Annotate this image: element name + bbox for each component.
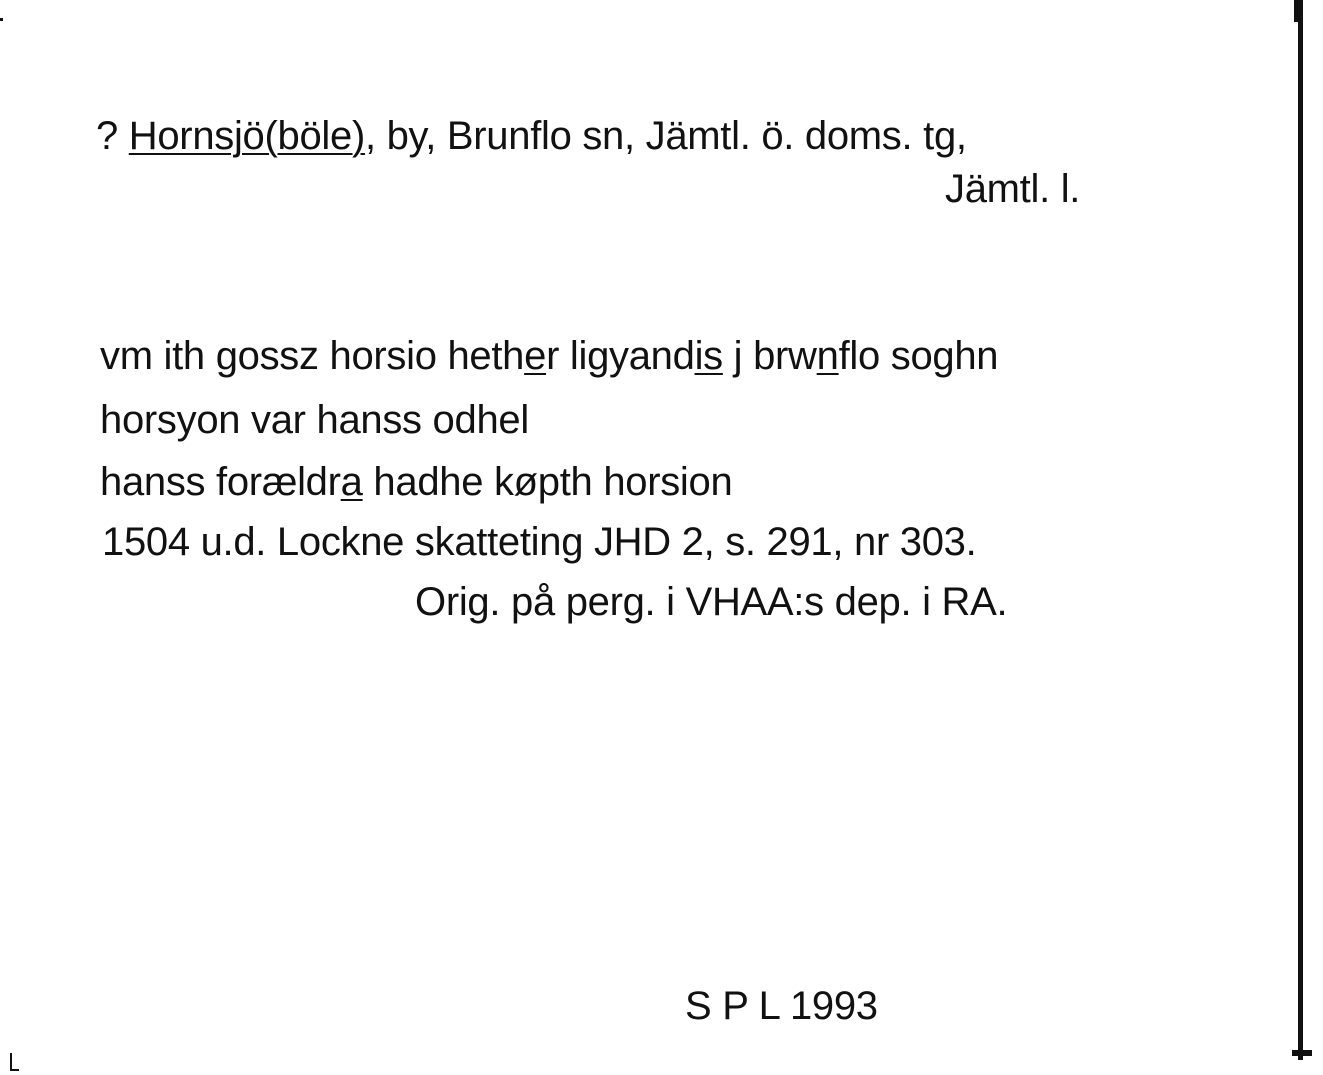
place-description: , by, Brunflo sn, Jämtl. ö. doms. tg, <box>364 114 967 158</box>
quote-line-2: horsyon var hanss odhel <box>100 398 529 442</box>
corner-crop-mark <box>10 1053 22 1073</box>
expanded-abbreviation: a <box>340 460 363 504</box>
card-edge <box>1298 0 1303 1060</box>
expanded-abbreviation: is <box>694 334 723 378</box>
quote-line-1: vm ith gossz horsio hether ligyandis j brwnflo soghn <box>100 334 999 378</box>
expanded-abbreviation: e <box>524 334 547 378</box>
scan-speck <box>0 18 3 21</box>
quote-line-3: hanss forældra hadhe køpth horsion <box>100 460 733 504</box>
uncertain-mark: ? <box>96 114 129 158</box>
expanded-abbreviation: n <box>816 334 839 378</box>
place-name: Hornsjö(böle) <box>128 114 365 158</box>
county-line: Jämtl. l. <box>945 167 1081 211</box>
original-location: Orig. på perg. i VHAA:s dep. i RA. <box>415 580 1008 624</box>
card-edge <box>1292 1050 1312 1056</box>
signature: S P L 1993 <box>685 984 878 1028</box>
source-citation: 1504 u.d. Lockne skatteting JHD 2, s. 291, nr 303. <box>102 520 977 564</box>
heading-line <box>96 112 967 160</box>
